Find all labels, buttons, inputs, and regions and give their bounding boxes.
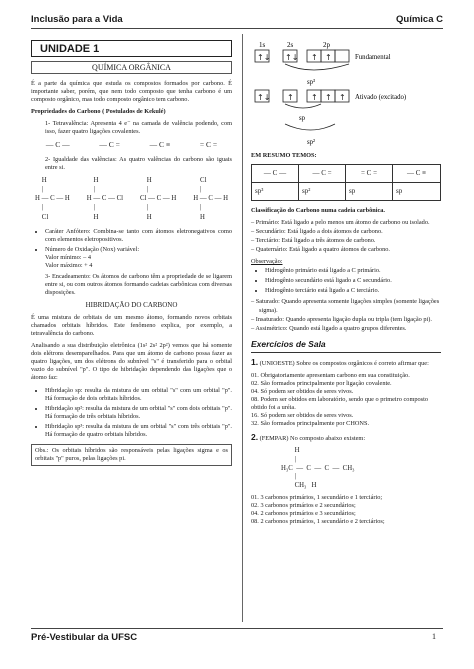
question-2-options: [251, 494, 441, 526]
nox-item: • Número de Oxidação (Nox) variável: Valor mínimo: – 4 Valor máximo: + 4: [45, 246, 232, 270]
svg-text:↑↓: ↑↓: [257, 93, 271, 102]
orb-label-1s: 1s: [259, 41, 266, 49]
option: 02. 3 carbonos primários e 2 secundários;: [251, 502, 356, 510]
question-1-options: [251, 372, 441, 428]
orb-label-2p: 2p: [323, 41, 330, 49]
sat-item: – Assimétrico: Quando está ligado a quatro grupos diferentes.: [251, 324, 407, 332]
hyb-sp2: • Hibridação sp²: resulta da mistura de um orbital "s" com dois orbitais "p". Há formação de três orbitais híbridos.: [45, 405, 232, 421]
summary-cell: — C —: [252, 165, 299, 183]
column-divider: [242, 34, 243, 622]
summary-hyb: sp: [346, 183, 393, 200]
amphoteric-item: • Caráter Anfótero: Combina-se tanto com átomos eletronegativos como com elementos eletropositivos.: [45, 228, 232, 244]
molecule-4: Cl | H — C — H | H: [193, 176, 228, 221]
option: 04. 2 carbonos primários e 3 secundários;: [251, 510, 356, 518]
option: 16. Só podem ser obtidos de seres vivos.: [251, 411, 354, 419]
obs-item: • Hidrogênio primário está ligado a C primário.: [265, 267, 441, 275]
molecule-structures: [35, 176, 228, 222]
sp2-label: sp²: [307, 139, 316, 146]
bond-double: — C =: [99, 140, 120, 150]
observation-list: [251, 267, 441, 295]
tetravalence-text: 1- Tetravalência: Apresenta 4 e⁻ na camada de valência podendo, com isso, fazer quatro ligações covalentes.: [45, 120, 232, 136]
classification-title: Classificação do Carbono numa cadeia carbônica.: [251, 207, 385, 215]
sp3-label: sp³: [307, 79, 316, 86]
postulates-title: Propriedades do Carbono ( Postulados de Kekulé): [31, 108, 166, 116]
section-title: QUÍMICA ORGÂNICA: [31, 61, 232, 74]
footer-title: Pré-Vestibular da UFSC: [31, 632, 138, 643]
obs-item: • Hidrogênio secundário está ligado a C secundário.: [265, 277, 441, 285]
classification-list: [251, 219, 441, 254]
hybridization-list: [31, 387, 232, 439]
fundamental-label: Fundamental: [355, 54, 391, 61]
question-2-structure: H | H₃C — C — C — CH₃ | CH₃ H: [281, 446, 355, 490]
option: 02. São formados principalmente por ligação covalente.: [251, 379, 392, 387]
class-item: – Secundário: Está ligado a dois átomos de carbono.: [251, 228, 383, 236]
question-1: 1. (UNIOESTE) Sobre os compostos orgânicos é correto afirmar que:: [251, 356, 429, 367]
svg-text:↑: ↑: [325, 53, 332, 62]
summary-cell: = C =: [346, 165, 393, 183]
summary-title: EM RESUMO TEMOS:: [251, 152, 317, 159]
class-item: – Terciário: Está ligado a três átomos de carbono.: [251, 237, 376, 245]
nox-min: Valor mínimo: – 4: [45, 253, 91, 261]
bond-single: — C —: [45, 140, 70, 150]
molecule-3: H | Cl — C — H | H: [139, 176, 177, 221]
obs-item: • Hidrogênio terciário está ligado a C terciário.: [265, 287, 441, 295]
unit-heading: UNIDADE 1: [31, 40, 232, 57]
bond-triple: — C ≡: [149, 140, 171, 150]
svg-text:↑: ↑: [311, 93, 318, 102]
summary-cell: — C =: [299, 165, 346, 183]
valence-equality-text: 2- Igualdade das valências: As quatro valências do carbono são iguais entre si.: [45, 155, 232, 171]
orb-label-2s: 2s: [287, 41, 294, 49]
svg-text:↑: ↑: [311, 53, 318, 62]
class-item: – Primário: Está ligado a pelo menos um átomo de carbono ou isolado.: [251, 219, 430, 227]
saturation-list: [251, 298, 441, 332]
sp-label: sp: [299, 115, 306, 122]
nox-max: Valor máximo: + 4: [45, 262, 93, 270]
hyb-sp3: • Hibridação sp³: resulta da mistura de um orbital "s" com três orbitais "p". Há formação de quatro orbitais híbridos.: [45, 423, 232, 439]
summary-table: [251, 164, 441, 201]
summary-hyb: sp: [396, 187, 403, 196]
hyb-sp: • Hibridação sp: resulta da mistura de um orbital "s" com um orbital "p". Há formação de dois orbitais híbridos.: [45, 387, 232, 403]
chaining-text: 3- Encadeamento: Os átomos de carbono têm a propriedade de se ligarem entre si, ou com outros átomos formando cadeias carbônicas com diversas disposições.: [45, 273, 232, 297]
hybridization-analysis: Analisando a sua distribuição eletrônica (1s² 2s² 2p²) vemos que há somente dois elétrons desemparelhados. Para que um átomo de carbono possa fazer as quatro ligações, um dos elétrons do subnível "s" é transferido para o orbital vazio do subnível "p". O tipo de hibridação dependendo das ligações que o átomo faz:: [31, 342, 232, 382]
intro-paragraph: É a parte da química que estuda os compostos formados por carbono. É importante saber, porém, que nem todo composto que tenha carbono é um composto orgânico, mas todo composto orgânico tem carbono.: [31, 80, 232, 104]
molecule-1: H | H — C — H | Cl: [35, 176, 70, 221]
option: 04. Só podem ser obtidos de seres vivos.: [251, 387, 354, 395]
header-subject: Química C: [396, 14, 443, 25]
option: 08. Podem ser obtidos em laboratório, sendo que o primeiro composto obtido foi a uréia.: [251, 395, 428, 411]
orbital-diagram: [251, 40, 441, 150]
left-column: [31, 40, 232, 466]
bond-double-double: = C =: [199, 140, 218, 150]
exercises-title: Exercícios de Sala: [251, 339, 441, 353]
option: 01. 3 carbonos primários, 1 secundário e 1 terciário;: [251, 494, 383, 502]
question-2: 2. (FEMPAR) No composto abaixo existem:: [251, 431, 366, 442]
option: 32. São formados principalmente por CHONS.: [251, 419, 370, 427]
right-column: [251, 40, 441, 526]
sat-item: – Insaturado: Quando apresenta ligação dupla ou tripla (tem ligação pi).: [251, 315, 432, 323]
bond-types: [31, 140, 232, 150]
class-item: – Quaternário: Está ligado a quatro átomos de carbono.: [251, 246, 391, 254]
hybridization-intro: É uma mistura de orbitais de um mesmo átomo, formando novos orbitais chamados orbitais híbridos. Este fenômeno explica, por exemplo, a tetravalência do carbono.: [31, 314, 232, 338]
summary-cell: — C ≡: [393, 165, 440, 183]
molecule-2: H | H — C — Cl | H: [86, 176, 123, 221]
svg-text:↑: ↑: [325, 93, 332, 102]
summary-hyb: sp³: [252, 183, 299, 200]
header-rule: [31, 28, 443, 29]
observation-title: Observação:: [251, 258, 283, 266]
footer-rule: [31, 628, 443, 629]
excited-label: Ativado (excitado): [355, 94, 407, 101]
obs-box: Obs.: Os orbitais híbridos são responsáveis pelas ligações sigma e os orbitais "p" puros, pelas ligações pi.: [31, 444, 232, 466]
page-number: 1: [432, 632, 436, 641]
svg-text:↑: ↑: [287, 93, 294, 102]
svg-text:↑: ↑: [339, 93, 346, 102]
hybridization-title: HIBRIDAÇÃO DO CARBONO: [85, 301, 178, 310]
option: 08. 2 carbonos primários, 1 secundário e 2 terciários;: [251, 518, 385, 526]
header-title: Inclusão para a Vida: [31, 14, 123, 25]
svg-text:↑↓: ↑↓: [257, 53, 271, 62]
svg-text:↑↓: ↑↓: [285, 53, 299, 62]
properties-list: [31, 228, 232, 270]
option: 01. Obrigatoriamente apresentam carbono em sua constituição.: [251, 371, 410, 379]
sat-item: – Saturado: Quando apresenta somente ligações simples (somente ligações sigma).: [251, 298, 440, 314]
summary-hyb: sp²: [299, 183, 346, 200]
